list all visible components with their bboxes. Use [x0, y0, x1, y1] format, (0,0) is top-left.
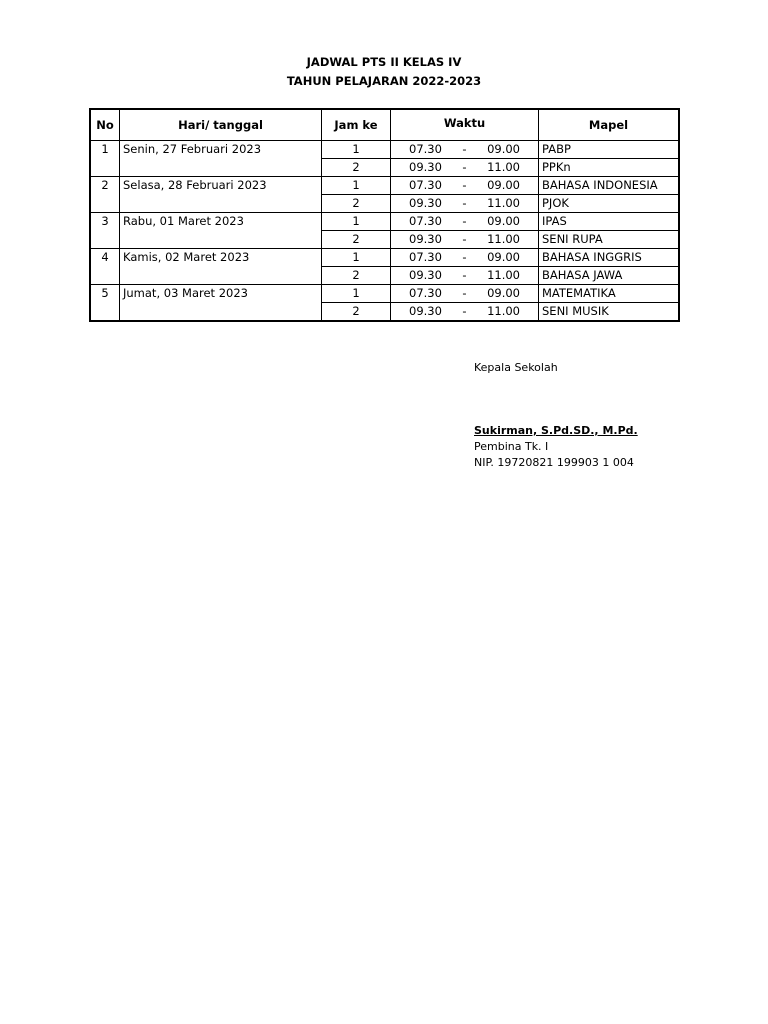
time-end: 09.00 [487, 214, 520, 228]
signatory-rank: Pembina Tk. I [474, 440, 549, 453]
time-start: 09.30 [409, 160, 442, 174]
day-date: Selasa, 28 Februari 2023 [120, 177, 322, 213]
session-time [391, 159, 539, 177]
time-end: 11.00 [487, 304, 520, 318]
session-subject: BAHASA INDONESIA [539, 177, 679, 195]
time-start: 07.30 [409, 250, 442, 264]
session-subject: BAHASA JAWA [539, 267, 679, 285]
signatory-nip: NIP. 19720821 199903 1 004 [474, 456, 634, 469]
header-no: No [91, 110, 120, 141]
session-subject: SENI MUSIK [539, 303, 679, 321]
header-jam: Jam ke [322, 110, 391, 141]
day-date: Rabu, 01 Maret 2023 [120, 213, 322, 249]
time-separator: - [462, 178, 467, 192]
time-end: 11.00 [487, 232, 520, 246]
session-time [391, 141, 539, 159]
signatory-name: Sukirman, S.Pd.SD., M.Pd. [474, 424, 638, 437]
session-subject: PPKn [539, 159, 679, 177]
time-end: 11.00 [487, 196, 520, 210]
time-end: 09.00 [487, 286, 520, 300]
session-subject: PABP [539, 141, 679, 159]
time-start: 09.30 [409, 196, 442, 210]
document-subtitle: TAHUN PELAJARAN 2022-2023 [286, 74, 482, 88]
time-start: 09.30 [409, 232, 442, 246]
session-jam: 1 [322, 249, 391, 267]
session-subject: MATEMATIKA [539, 285, 679, 303]
day-number: 5 [91, 285, 120, 321]
session-jam: 1 [322, 141, 391, 159]
time-separator: - [462, 232, 467, 246]
time-end: 11.00 [487, 160, 520, 174]
time-end: 11.00 [487, 268, 520, 282]
session-time [391, 213, 539, 231]
session-jam: 2 [322, 267, 391, 285]
table-row [91, 285, 679, 303]
time-separator: - [462, 214, 467, 228]
session-time [391, 267, 539, 285]
session-jam: 1 [322, 285, 391, 303]
header-mapel: Mapel [539, 110, 679, 141]
session-time [391, 249, 539, 267]
day-number: 3 [91, 213, 120, 249]
time-end: 09.00 [487, 250, 520, 264]
day-date: Senin, 27 Februari 2023 [120, 141, 322, 177]
day-number: 4 [91, 249, 120, 285]
time-start: 07.30 [409, 142, 442, 156]
time-start: 07.30 [409, 178, 442, 192]
time-separator: - [462, 196, 467, 210]
time-end: 09.00 [487, 142, 520, 156]
session-subject: SENI RUPA [539, 231, 679, 249]
session-jam: 2 [322, 303, 391, 321]
time-separator: - [462, 160, 467, 174]
session-jam: 2 [322, 195, 391, 213]
session-subject: BAHASA INGGRIS [539, 249, 679, 267]
day-date: Kamis, 02 Maret 2023 [120, 249, 322, 285]
session-time [391, 303, 539, 321]
time-separator: - [462, 142, 467, 156]
session-subject: PJOK [539, 195, 679, 213]
table-row [91, 177, 679, 195]
day-date: Jumat, 03 Maret 2023 [120, 285, 322, 321]
time-separator: - [462, 250, 467, 264]
time-end: 09.00 [487, 178, 520, 192]
table-body [91, 141, 679, 321]
session-jam: 1 [322, 177, 391, 195]
time-start: 07.30 [409, 286, 442, 300]
session-subject: IPAS [539, 213, 679, 231]
session-jam: 2 [322, 159, 391, 177]
document-title: JADWAL PTS II KELAS IV [306, 55, 462, 69]
session-jam: 1 [322, 213, 391, 231]
time-separator: - [462, 286, 467, 300]
signatory-role: Kepala Sekolah [474, 361, 558, 374]
day-number: 1 [91, 141, 120, 177]
schedule-table [90, 109, 679, 321]
time-separator: - [462, 268, 467, 282]
session-time [391, 285, 539, 303]
table-row [91, 213, 679, 231]
table-header-row [91, 110, 679, 141]
session-time [391, 231, 539, 249]
session-time [391, 177, 539, 195]
time-separator: - [462, 304, 467, 318]
session-jam: 2 [322, 231, 391, 249]
table-row [91, 141, 679, 159]
header-day: Hari/ tanggal [120, 110, 322, 141]
table-row [91, 249, 679, 267]
session-time [391, 195, 539, 213]
time-start: 09.30 [409, 268, 442, 282]
header-waktu: Waktu [391, 110, 539, 141]
time-start: 09.30 [409, 304, 442, 318]
day-number: 2 [91, 177, 120, 213]
time-start: 07.30 [409, 214, 442, 228]
